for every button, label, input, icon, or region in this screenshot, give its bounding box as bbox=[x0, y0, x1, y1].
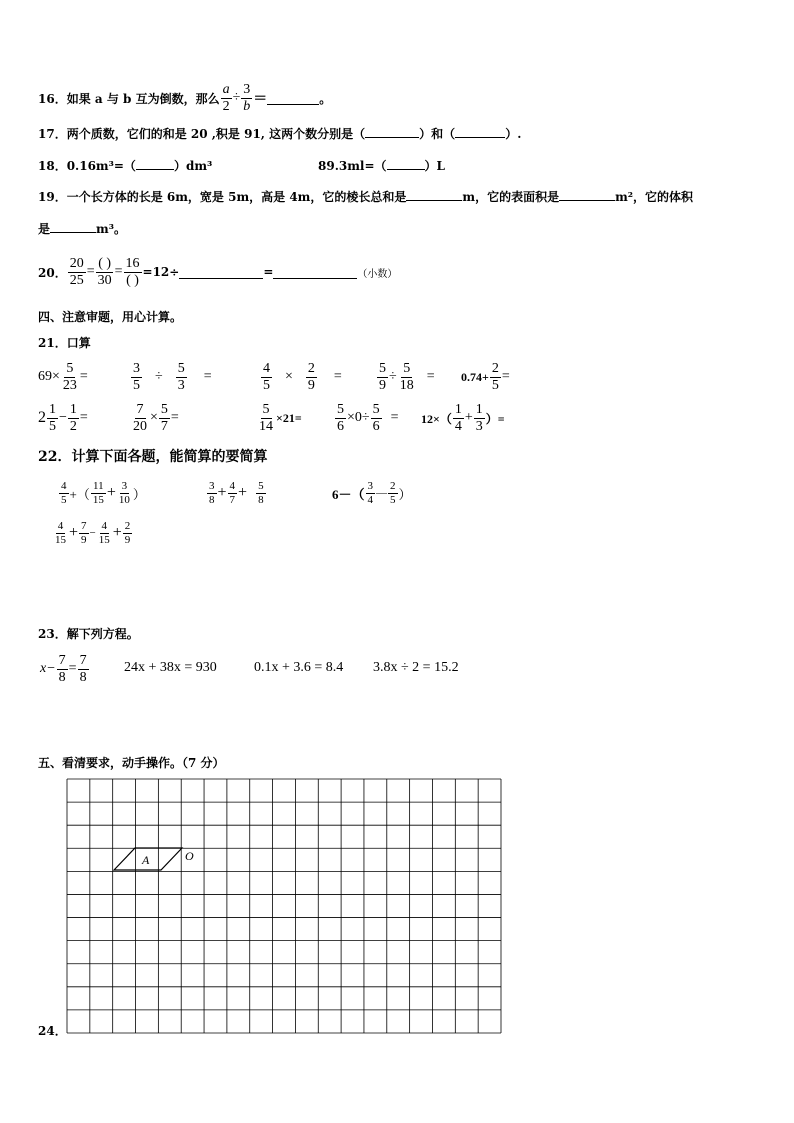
q21-r2-e-d2: 3 bbox=[475, 418, 483, 434]
q21-r2-a-eq: = bbox=[79, 410, 88, 425]
q20-division: =12÷ bbox=[142, 265, 180, 279]
q20-eq-1: = bbox=[86, 264, 95, 279]
q22-a-op1: +（ bbox=[69, 486, 90, 502]
q22-b-n3: 5 bbox=[258, 479, 264, 492]
q19-text-c: m²，它的体积 bbox=[615, 190, 694, 204]
q23-e1-d1: 8 bbox=[58, 669, 66, 685]
q24-number: 24． bbox=[38, 1024, 67, 1038]
q21-r2-d-d2: 6 bbox=[372, 418, 380, 434]
q20-eq-3: = bbox=[263, 265, 274, 279]
q22-b-op1: + bbox=[217, 484, 227, 501]
q21-r1-e-den: 5 bbox=[491, 377, 499, 393]
q22-d-n3: 4 bbox=[101, 519, 107, 532]
q19-text-e: m³。 bbox=[96, 222, 126, 236]
q19-blank-edges[interactable] bbox=[406, 188, 462, 201]
q22-c-n2: 2 bbox=[390, 479, 396, 492]
q21-r1-d-frac1 bbox=[377, 362, 388, 393]
question-17 bbox=[38, 125, 521, 142]
q23-title: 23．解下列方程。 bbox=[38, 627, 139, 641]
q21-r1-b-d1: 5 bbox=[133, 377, 140, 393]
q18-part-a-unit: ）dm³ bbox=[173, 159, 213, 173]
q20-f2-den: 30 bbox=[97, 272, 112, 288]
q21-r2-b-n2: 5 bbox=[160, 401, 168, 417]
q21-r2-a-d2: 2 bbox=[69, 418, 77, 434]
q22-c-d2: 5 bbox=[390, 493, 396, 506]
q23-equation-3: 0.1x + 3.6 = 8.4 bbox=[254, 660, 344, 675]
q22-d-n2: 7 bbox=[81, 519, 87, 532]
q22-d-f2 bbox=[79, 521, 89, 546]
q21-r2-a-frac2 bbox=[68, 403, 79, 434]
q20-f2-num: ( ) bbox=[98, 255, 112, 271]
q22-b-f2 bbox=[228, 481, 238, 506]
q21-r2-a-d1: 5 bbox=[49, 418, 56, 434]
q21-r2-e-frac2 bbox=[474, 403, 485, 434]
q21-r2-e bbox=[421, 398, 505, 438]
q18-blank-b[interactable] bbox=[387, 157, 425, 170]
q21-title: 21．口算 bbox=[38, 336, 91, 350]
q21-r1-b-n2: 5 bbox=[177, 360, 185, 376]
q21-r2-d-n2: 5 bbox=[372, 401, 380, 417]
q22-a-d1: 5 bbox=[61, 493, 67, 506]
q19-text-a: 19．一个长方体的长是 6m，宽是 5m，高是 4m，它的棱长总和是 bbox=[38, 190, 407, 204]
q22-a-op2: + bbox=[106, 484, 116, 501]
q22-d-f4 bbox=[123, 521, 133, 546]
q17-end: ）. bbox=[505, 127, 522, 141]
q21-r2-b-d2: 7 bbox=[160, 418, 168, 434]
q21-r2-c-tail: ×21= bbox=[276, 410, 302, 425]
q21-r2-d-mid: ×0÷ bbox=[347, 410, 370, 425]
q21-r2-d-frac1 bbox=[335, 403, 346, 434]
q21-r2-a-whole: 2 bbox=[38, 409, 46, 426]
q22-c-f1 bbox=[366, 481, 376, 506]
q21-r1-b-frac2 bbox=[176, 362, 187, 393]
section-5-title: 五、看清要求，动手操作。（7 分） bbox=[38, 756, 225, 770]
q20-f1-num: 20 bbox=[69, 255, 84, 271]
q20-number: 20． bbox=[38, 265, 67, 280]
section-4-title: 四、注意审题，用心计算。 bbox=[38, 310, 183, 324]
q21-r1-c-op: × bbox=[285, 369, 293, 384]
q21-r2-a-n2: 1 bbox=[69, 401, 77, 417]
q22-a-n2: 11 bbox=[93, 479, 104, 492]
q21-r1-e-frac bbox=[490, 362, 501, 393]
q21-r1-d-d1: 9 bbox=[379, 377, 386, 393]
q22-b-d3: 8 bbox=[258, 493, 264, 506]
q23-equation-2: 24x + 38x = 930 bbox=[124, 660, 217, 675]
q23-e1-f2 bbox=[78, 654, 89, 685]
q21-r2-a-n1: 1 bbox=[49, 401, 56, 417]
q21-r1-d bbox=[376, 357, 435, 397]
q21-r2-e-whole: 12×（ bbox=[421, 411, 452, 426]
q21-r1-c-d2: 9 bbox=[307, 377, 315, 393]
q18-part-b-unit: ）L bbox=[424, 159, 445, 173]
q20-eq-2: = bbox=[114, 264, 123, 279]
q21-r2-a-op: − bbox=[59, 410, 67, 425]
q22-b-d2: 7 bbox=[229, 493, 236, 506]
q22-a-n1: 4 bbox=[61, 479, 67, 492]
q21-r1-b-op: ÷ bbox=[155, 369, 163, 384]
q22-d-f1 bbox=[53, 521, 68, 546]
q21-r1-c-eq: = bbox=[333, 369, 342, 384]
q22-d-d3: 15 bbox=[98, 533, 110, 546]
q16-answer-blank[interactable] bbox=[267, 92, 319, 105]
q22-d-n4: 2 bbox=[124, 519, 131, 532]
q16-prefix: 16．如果 a 与 b 互为倒数，那么 bbox=[38, 91, 220, 106]
q21-r1-d-eq: = bbox=[426, 369, 435, 384]
q22-d-d2: 9 bbox=[81, 533, 87, 546]
q16-f2-den: b bbox=[243, 98, 251, 114]
q19-blank-volume[interactable] bbox=[50, 220, 96, 233]
q22-a-n3: 3 bbox=[121, 479, 128, 492]
q20-fraction-16-blank[interactable] bbox=[124, 257, 142, 288]
q21-r2-c-frac bbox=[257, 403, 275, 434]
label-a: A bbox=[142, 853, 150, 867]
q20-note: （小数） bbox=[357, 268, 398, 280]
q21-r1-e-eq: = bbox=[501, 369, 510, 384]
q21-r2-b-frac2 bbox=[159, 403, 170, 434]
q21-r1-c-frac1 bbox=[261, 362, 272, 393]
q23-e1-d2: 8 bbox=[79, 669, 87, 685]
q21-r2-c-den: 14 bbox=[259, 418, 273, 434]
q21-r1-a-den: 23 bbox=[62, 377, 77, 393]
q22-expression-b bbox=[206, 474, 267, 512]
q22-c-f2 bbox=[388, 481, 398, 506]
q21-r2-b-op: × bbox=[150, 410, 158, 425]
q21-r1-e-num: 2 bbox=[491, 360, 499, 376]
q21-r1-a-whole: 69× bbox=[38, 369, 60, 384]
q21-r1-e bbox=[461, 357, 510, 397]
q21-r1-d-d2: 18 bbox=[399, 377, 414, 393]
q21-r2-b bbox=[130, 398, 179, 438]
q22-d-op2: − bbox=[89, 527, 96, 539]
q17-mid: ）和（ bbox=[419, 127, 456, 141]
q22-title: 22．计算下面各题，能简算的要简算 bbox=[38, 449, 268, 465]
q22-b-f3 bbox=[256, 481, 266, 506]
question-19 bbox=[38, 188, 693, 205]
q16-operator: ÷ bbox=[232, 90, 241, 105]
q22-b-op2: + bbox=[238, 484, 248, 501]
q23-equation-1 bbox=[40, 648, 90, 690]
q21-r1-b-d2: 3 bbox=[177, 377, 185, 393]
q16-equals: ＝ bbox=[253, 91, 268, 107]
q16-f2-num: 3 bbox=[243, 81, 251, 97]
q18-blank-a[interactable] bbox=[136, 157, 174, 170]
q23-equation-4: 3.8x ÷ 2 = 15.2 bbox=[373, 660, 459, 675]
q22-d-d4: 9 bbox=[124, 533, 131, 546]
q21-r2-e-eq: ）= bbox=[485, 411, 505, 426]
q20-f3-den: ( ) bbox=[126, 272, 139, 288]
q20-fraction-blank-30[interactable] bbox=[96, 257, 114, 288]
q22-b-d1: 8 bbox=[209, 493, 215, 506]
q21-r1-c-frac2 bbox=[306, 362, 317, 393]
q21-r2-a-frac1 bbox=[47, 403, 58, 434]
q22-a-f3 bbox=[117, 481, 132, 506]
q22-a-d3: 10 bbox=[118, 493, 130, 506]
q18-part-b: 89.3ml=（ bbox=[318, 159, 387, 173]
q22-c-whole: 6－（ bbox=[332, 486, 365, 502]
q22-d-d1: 15 bbox=[55, 533, 66, 546]
q19-text-b: m，它的表面积是 bbox=[462, 190, 560, 204]
q18-part-a: 18．0.16m³=（ bbox=[38, 159, 136, 173]
q21-r2-e-n2: 1 bbox=[475, 401, 483, 417]
q21-r1-e-whole: 0.74+ bbox=[461, 369, 489, 384]
q21-r2-e-d1: 4 bbox=[454, 418, 462, 434]
q21-r2-b-d1: 20 bbox=[133, 418, 147, 434]
q22-b-n1: 3 bbox=[209, 479, 215, 492]
q21-r1-d-n1: 5 bbox=[379, 360, 386, 376]
q22-c-op: — bbox=[376, 487, 388, 499]
q21-r2-b-n1: 7 bbox=[136, 401, 144, 417]
q22-d-op1: + bbox=[69, 524, 79, 541]
q21-r2-b-frac1 bbox=[131, 403, 149, 434]
q19-blank-area[interactable] bbox=[559, 188, 615, 201]
q21-r2-a bbox=[38, 398, 88, 438]
q21-r1-a-num: 5 bbox=[66, 360, 74, 376]
q23-e1-n1: 7 bbox=[58, 652, 66, 668]
q22-a-close: ） bbox=[132, 486, 146, 502]
question-19-line2 bbox=[38, 220, 126, 237]
q22-expression-d bbox=[52, 514, 133, 552]
q22-b-f1 bbox=[207, 481, 217, 506]
q19-text-d: 是 bbox=[38, 222, 51, 236]
q21-r2-c bbox=[256, 398, 302, 438]
grid-lines bbox=[67, 779, 501, 1033]
q20-fraction-20-25 bbox=[68, 257, 86, 288]
q21-r1-c-d1: 5 bbox=[263, 377, 270, 393]
q22-b-n2: 4 bbox=[229, 479, 236, 492]
question-20 bbox=[38, 252, 397, 292]
q17-blank-1[interactable] bbox=[365, 125, 419, 138]
q21-r1-c bbox=[260, 357, 342, 397]
q22-a-f1 bbox=[59, 481, 69, 506]
q22-expression-a bbox=[58, 474, 146, 512]
q21-r2-d-d1: 6 bbox=[337, 418, 344, 434]
q21-r2-d-n1: 5 bbox=[337, 401, 344, 417]
q23-e1-n2: 7 bbox=[79, 652, 87, 668]
q23-e1-pre: x− bbox=[40, 661, 56, 676]
q21-r2-e-n1: 1 bbox=[454, 401, 462, 417]
q21-r2-d bbox=[334, 398, 399, 438]
q21-r2-d-frac2 bbox=[371, 403, 382, 434]
question-18 bbox=[38, 157, 212, 174]
q22-d-f3 bbox=[97, 521, 112, 546]
q16-suffix: 。 bbox=[319, 91, 332, 106]
q17-blank-2[interactable] bbox=[455, 125, 505, 138]
q21-r2-c-num: 5 bbox=[262, 401, 270, 417]
q21-r1-a-frac bbox=[61, 362, 79, 393]
q16-f1-den: 2 bbox=[222, 98, 230, 114]
q16-f1-num: a bbox=[222, 81, 230, 97]
question-18-b bbox=[318, 157, 445, 174]
q16-fraction-3-over-b bbox=[241, 83, 252, 114]
q24-grid[interactable] bbox=[66, 778, 504, 1036]
q21-r1-c-n2: 2 bbox=[307, 360, 315, 376]
q21-r1-b-n1: 3 bbox=[133, 360, 140, 376]
q23-e1-eq: = bbox=[68, 661, 77, 676]
q23-e1-f1 bbox=[57, 654, 68, 685]
q21-r1-d-op: ÷ bbox=[389, 369, 397, 384]
q21-r1-c-n1: 4 bbox=[263, 360, 270, 376]
q22-c-d1: 4 bbox=[367, 493, 374, 506]
q20-f1-den: 25 bbox=[69, 272, 84, 288]
q21-r1-a-eq: = bbox=[79, 369, 88, 384]
q22-d-n1: 4 bbox=[57, 519, 64, 532]
q21-r1-d-n2: 5 bbox=[403, 360, 411, 376]
q22-a-f2 bbox=[91, 481, 106, 506]
q21-r1-b-eq: = bbox=[203, 369, 212, 384]
q21-r1-b bbox=[130, 357, 212, 397]
q22-expression-c bbox=[332, 474, 412, 512]
label-o: O bbox=[185, 849, 194, 863]
q21-r1-b-frac1 bbox=[131, 362, 142, 393]
q21-r1-a bbox=[38, 357, 88, 397]
q22-d-op3: + bbox=[112, 524, 122, 541]
q20-f3-num: 16 bbox=[125, 255, 140, 271]
q22-c-n1: 3 bbox=[367, 479, 374, 492]
q21-r2-d-eq: = bbox=[390, 410, 399, 425]
q16-fraction-a-over-2 bbox=[221, 83, 232, 114]
q21-r2-b-eq: = bbox=[170, 410, 179, 425]
q20-blank-decimal[interactable] bbox=[273, 266, 357, 279]
q22-c-close: ） bbox=[398, 486, 412, 502]
q20-blank-divisor[interactable] bbox=[179, 266, 263, 279]
q21-r2-e-frac1 bbox=[453, 403, 464, 434]
q17-text: 17．两个质数，它们的和是 20 ,积是 91, 这两个数分别是（ bbox=[38, 127, 366, 141]
q21-r2-e-op: + bbox=[464, 410, 473, 425]
question-16 bbox=[38, 80, 331, 116]
q21-r1-d-frac2 bbox=[398, 362, 416, 393]
q22-a-d2: 15 bbox=[92, 493, 104, 506]
